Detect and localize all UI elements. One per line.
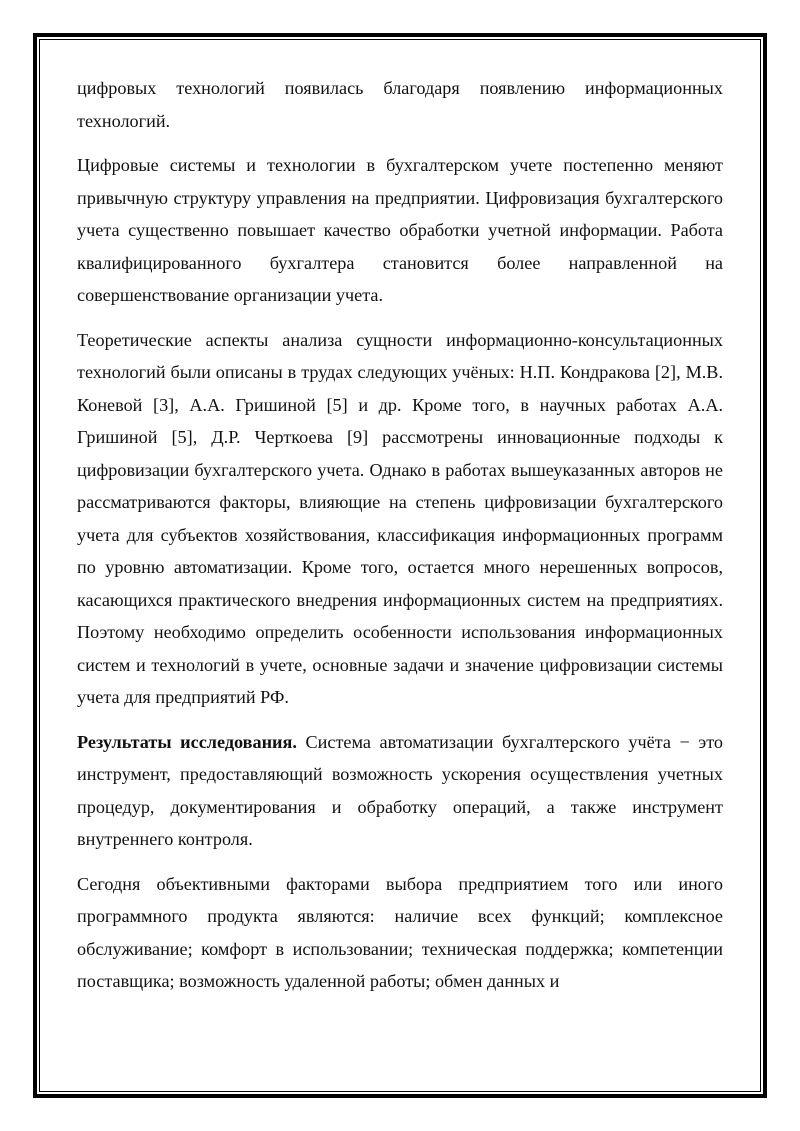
paragraph-4-text: Система автоматизации бухгалтерского учёта − это инструмент, предоставляющий возможность ускорения осуществления учетных процедур, документирования и обработку операций, а также инструмент внутреннего контроля. bbox=[77, 731, 723, 849]
document-body bbox=[77, 72, 723, 1009]
paragraph-4 bbox=[77, 726, 723, 856]
paragraph-2-text: Цифровые системы и технологии в бухгалтерском учете постепенно меняют привычную структуру управления на предприятии. Цифровизация бухгалтерского учета существенно повышает качество обработки учетной информации. Работа квалифицированного бухгалтера становится более направленной на совершенствование организации учета. bbox=[77, 155, 723, 305]
paragraph-1 bbox=[77, 72, 723, 137]
paragraph-5-text: Сегодня объективными факторами выбора предприятием того или иного программного продукта являются: наличие всех функций; комплексное обслуживание; комфорт в использовании; техническая поддержка; компетенции поставщика; возможность удаленной работы; обмен данных и bbox=[77, 873, 723, 991]
paragraph-3 bbox=[77, 324, 723, 714]
paragraph-1-text: цифровых технологий появилась благодаря появлению информационных технологий. bbox=[77, 78, 723, 131]
results-heading: Результаты исследования. bbox=[77, 731, 297, 752]
paragraph-2 bbox=[77, 149, 723, 312]
paragraph-3-text: Теоретические аспекты анализа сущности информационно-консультационных технологий были описаны в трудах следующих учёных: Н.П. Кондракова [2], М.В. Коневой [3], А.А. Гришиной [5] и др. Кроме того, в научных работах А.А. Гришиной [5], Д.Р. Черткоева [9] рассмотрены инновационные подходы к цифровизации бухгалтерского учета. Однако в работах вышеуказанных авторов не рассматриваются факторы, влияющие на степень цифровизации бухгалтерского учета для субъектов хозяйствования, классификация информационных программ по уровню автоматизации. Кроме того, остается много нерешенных вопросов, касающихся практического внедрения информационных систем на предприятиях. Поэтому необходимо определить особенности использования информационных систем и технологий в учете, основные задачи и значение цифровизации системы учета для предприятий РФ. bbox=[77, 329, 723, 707]
paragraph-5 bbox=[77, 868, 723, 998]
